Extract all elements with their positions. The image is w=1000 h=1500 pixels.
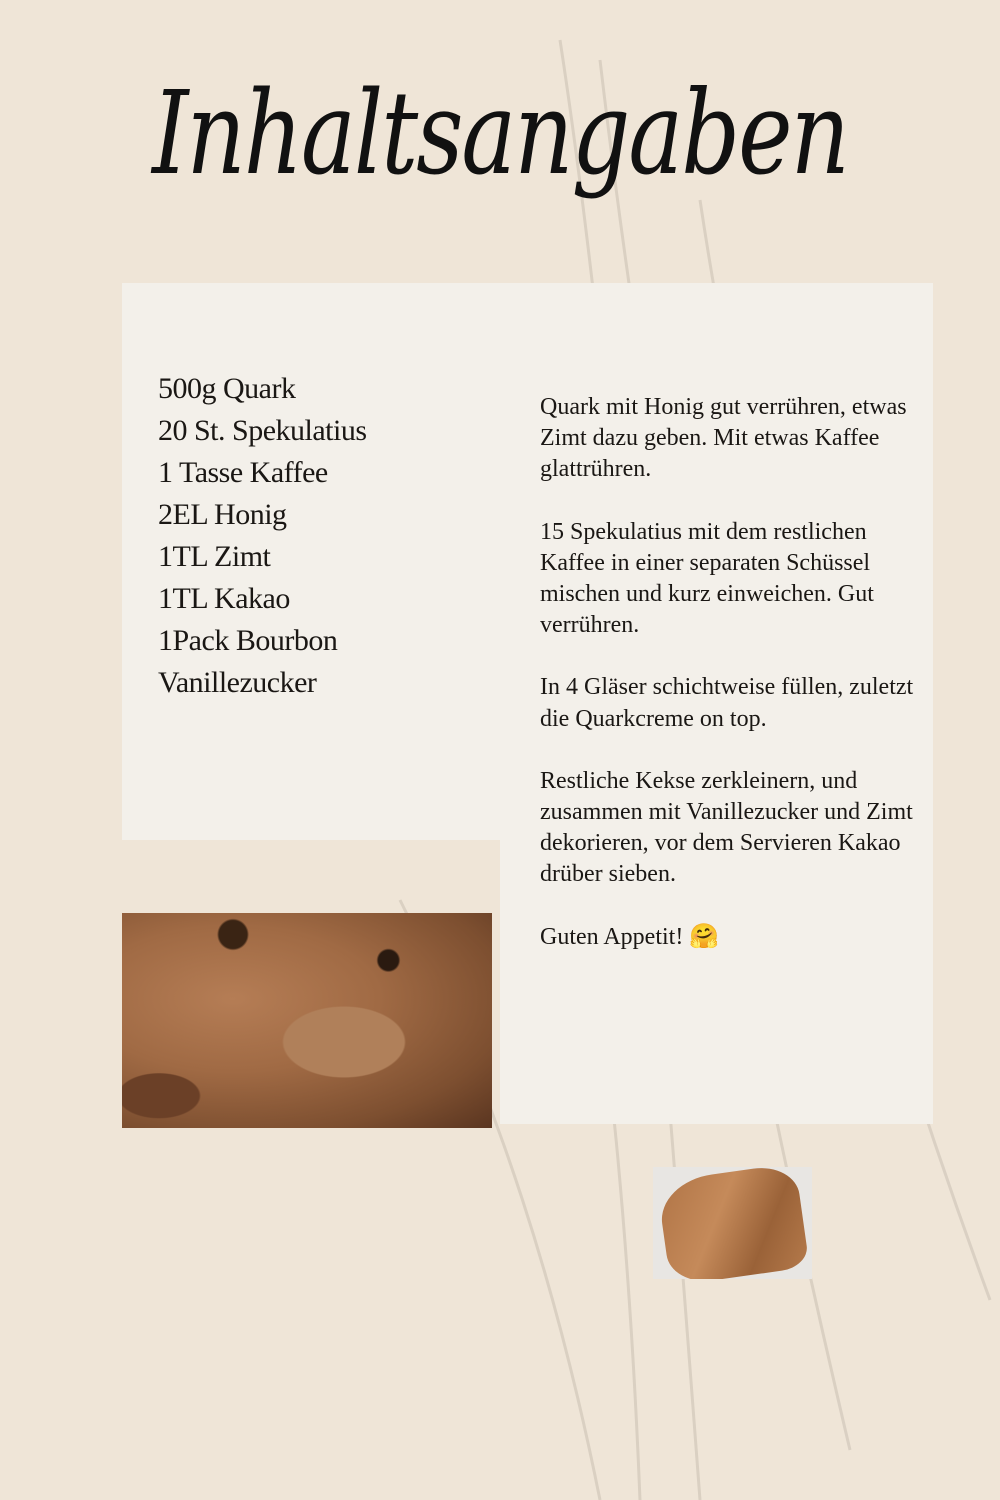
instructions <box>540 392 920 984</box>
ingredients-list <box>158 368 367 704</box>
instruction-step: Guten Appetit! 🤗 <box>540 923 720 950</box>
spekulatius-closeup-photo <box>122 913 492 1128</box>
ingredient-item: 2EL Honig <box>158 498 287 531</box>
ingredient-item: 1TL Zimt <box>158 540 271 573</box>
ingredient-item: 1TL Kakao <box>158 582 290 615</box>
page-title: Inhaltsangaben <box>152 66 848 201</box>
ingredient-item: 1 Tasse Kaffee <box>158 456 328 489</box>
spekulatius-plate-photo <box>653 1167 812 1279</box>
ingredient-item: 1Pack Bourbon <box>158 624 338 657</box>
ingredient-item: Vanillezucker <box>158 666 317 699</box>
ingredient-item: 500g Quark <box>158 372 296 405</box>
ingredient-item: 20 St. Spekulatius <box>158 414 367 447</box>
instruction-step: 15 Spekulatius mit dem restlichen Kaffee in einer separaten Schüssel mischen und kurz einweichen. Gut verrühren. <box>540 518 874 639</box>
instruction-step: In 4 Gläser schichtweise füllen, zuletzt die Quarkcreme on top. <box>540 674 914 732</box>
instruction-step: Restliche Kekse zerkleinern, und zusammen mit Vanillezucker und Zimt dekorieren, vor dem Servieren Kakao drüber sieben. <box>540 767 913 888</box>
instruction-step: Quark mit Honig gut verrühren, etwas Zimt dazu geben. Mit etwas Kaffee glattrühren. <box>540 394 907 483</box>
